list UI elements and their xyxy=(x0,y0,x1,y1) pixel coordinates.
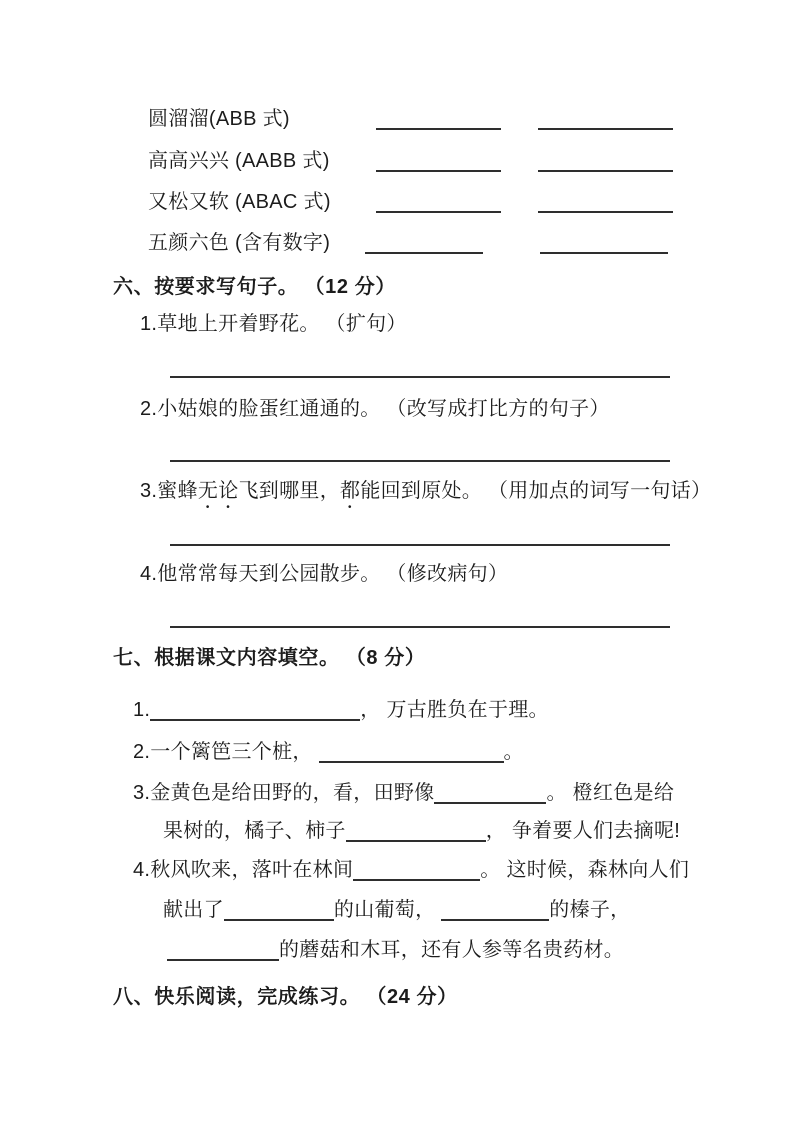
section-seven-heading: 七、根据课文内容填空。 （8 分） xyxy=(113,647,426,669)
emphasized-word: 无论 xyxy=(197,480,239,502)
answer-line xyxy=(376,170,501,172)
word-pattern-label: 高高兴兴 (AABB 式) xyxy=(148,150,330,172)
answer-blank xyxy=(150,705,360,721)
question-text: 的蘑菇和木耳，还有人参等名贵药材。 xyxy=(279,939,625,961)
question-text: 。 橙红色是给 xyxy=(546,782,675,804)
question-text: 的山葡萄， xyxy=(333,899,442,921)
question-item-6-4: 4.他常常每天到公园散步。 （修改病句） xyxy=(140,563,509,585)
answer-line xyxy=(538,211,673,213)
answer-line xyxy=(376,128,501,130)
section-six-heading: 六、按要求写句子。 （12 分） xyxy=(113,276,396,298)
question-text: 4.秋风吹来，落叶在林间 xyxy=(133,859,354,881)
question-text: 2.一个篱笆三个桩， xyxy=(133,741,319,763)
answer-blank xyxy=(224,905,334,921)
answer-blank xyxy=(319,747,504,763)
question-text: ， 争着要人们去摘呢! xyxy=(485,820,681,842)
answer-blank xyxy=(346,826,486,842)
question-item-7-3-line2 xyxy=(163,818,680,844)
answer-line xyxy=(170,544,670,546)
answer-line xyxy=(170,376,670,378)
question-text: 。 这时候，森林向人们 xyxy=(480,859,690,881)
section-eight-heading: 八、快乐阅读，完成练习。 （24 分） xyxy=(113,986,458,1008)
question-text: 。 xyxy=(503,741,524,763)
question-item-7-3-line1 xyxy=(133,780,674,806)
answer-line xyxy=(170,460,670,462)
answer-line xyxy=(538,128,673,130)
question-item-7-4-line3 xyxy=(167,937,624,963)
answer-blank xyxy=(441,905,549,921)
question-item-7-1 xyxy=(133,697,549,723)
question-text: 的榛子， xyxy=(549,899,631,921)
question-item-6-1: 1.草地上开着野花。 （扩句） xyxy=(140,313,407,335)
word-pattern-label: 又松又软 (ABAC 式) xyxy=(148,191,331,213)
answer-blank xyxy=(167,945,279,961)
question-text: 3.金黄色是给田野的，看，田野像 xyxy=(133,782,435,804)
word-pattern-label: 五颜六色 (含有数字) xyxy=(148,232,331,254)
answer-blank xyxy=(353,865,480,881)
answer-line xyxy=(538,170,673,172)
emphasized-word: 都 xyxy=(340,480,361,502)
question-text: 3.蜜蜂 xyxy=(140,480,198,502)
question-text: 飞到哪里， xyxy=(238,480,340,502)
question-text: 1. xyxy=(133,699,151,721)
question-text: 献出了 xyxy=(163,899,224,921)
answer-line xyxy=(170,626,670,628)
word-pattern-label: 圆溜溜(ABB 式) xyxy=(148,108,290,130)
question-text: ， 万古胜负在于理。 xyxy=(360,699,549,721)
question-text: 能回到原处。 （用加点的词写一句话） xyxy=(360,480,712,502)
question-item-6-2: 2.小姑娘的脸蛋红通通的。 （改写成打比方的句子） xyxy=(140,398,610,420)
question-item-7-4-line1 xyxy=(133,857,689,883)
question-text: 果树的，橘子、柿子 xyxy=(163,820,346,842)
question-item-6-3 xyxy=(140,478,711,513)
answer-line xyxy=(376,211,501,213)
question-item-7-2 xyxy=(133,739,524,765)
answer-line xyxy=(365,252,483,254)
question-item-7-4-line2 xyxy=(163,897,630,923)
answer-blank xyxy=(434,788,546,804)
answer-line xyxy=(540,252,668,254)
